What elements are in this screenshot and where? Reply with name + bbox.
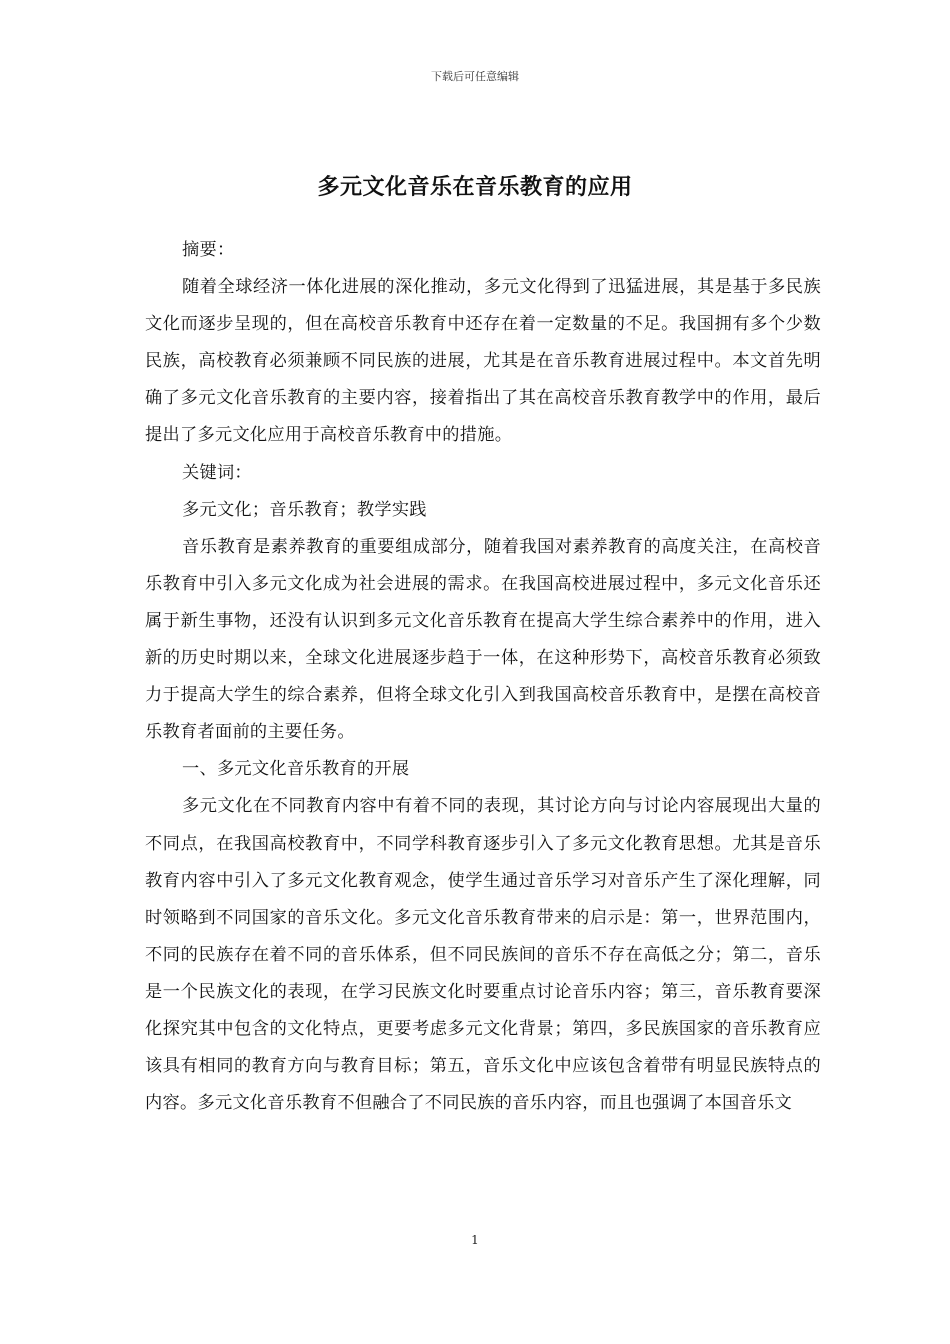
- page-header-note: 下载后可任意编辑: [431, 70, 519, 83]
- page-number: 1: [471, 1233, 479, 1247]
- intro-paragraph: 音乐教育是素养教育的重要组成部分，随着我国对素养教育的高度关注，在高校音乐教育中引入多元文化成为社会进展的需求。在我国高校进展过程中，多元文化音乐还属于新生事物，还没有认识到多元文化音乐教育在提高大学生综合素养中的作用，进入新的历史时期以来，全球文化进展逐步趋于一体，在这种形势下，高校音乐教育必须致力于提高大学生的综合素养，但将全球文化引入到我国高校音乐教育中，是摆在高校音乐教育者面前的主要任务。: [145, 536, 821, 743]
- abstract-heading: 摘要：: [181, 240, 235, 260]
- keywords-list: 多元文化；音乐教育；教学实践: [181, 499, 427, 520]
- document-body: [145, 232, 821, 1122]
- document-title: 多元文化音乐在音乐教育的应用: [317, 174, 633, 200]
- keywords-heading: 关键词：: [181, 462, 252, 483]
- abstract-paragraph: 随着全球经济一体化进展的深化推动，多元文化得到了迅猛进展，其是基于多民族文化而逐步呈现的，但在高校音乐教育中还存在着一定数量的不足。我国拥有多个少数民族，高校教育必须兼顾不同民族的进展，尤其是在音乐教育进展过程中。本文首先明确了多元文化音乐教育的主要内容，接着指出了其在高校音乐教育教学中的作用，最后提出了多元文化应用于高校音乐教育中的措施。: [145, 277, 821, 446]
- section-1-paragraph: 多元文化在不同教育内容中有着不同的表现，其讨论方向与讨论内容展现出大量的不同点，在我国高校教育中，不同学科教育逐步引入了多元文化教育思想。尤其是音乐教育内容中引入了多元文化教育观念，使学生通过音乐学习对音乐产生了深化理解，同时领略到不同国家的音乐文化。多元文化音乐教育带来的启示是：第一，世界范围内，不同的民族存在着不同的音乐体系，但不同民族间的音乐不存在高低之分；第二，音乐是一个民族文化的表现，在学习民族文化时要重点讨论音乐内容；第三，音乐教育要深化探究其中包含的文化特点，更要考虑多元文化背景；第四，多民族国家的音乐教育应该具有相同的教育方向与教育目标；第五，音乐文化中应该包含着带有明显民族特点的内容。多元文化音乐教育不但融合了不同民族的音乐内容，而且也强调了本国音乐文: [145, 796, 821, 1114]
- section-heading-1: 一、多元文化音乐教育的开展: [181, 759, 410, 780]
